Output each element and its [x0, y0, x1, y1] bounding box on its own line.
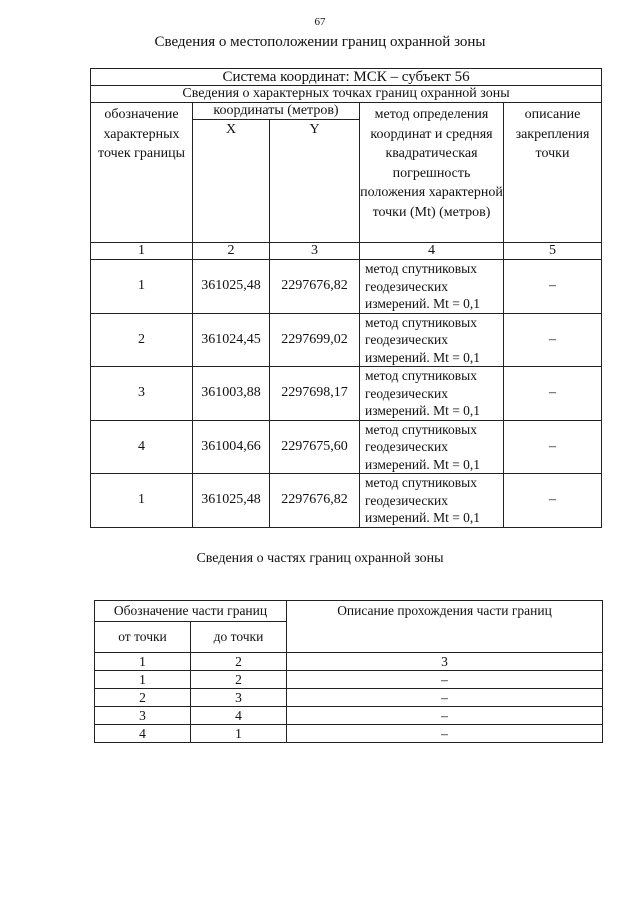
description-cell: –	[504, 474, 602, 528]
table-row	[91, 260, 602, 314]
y-cell: 2297676,82	[270, 260, 360, 314]
header-point-designation: обозначение характерных точек границы	[91, 103, 193, 243]
column-number: 2	[191, 653, 287, 671]
column-number: 3	[287, 653, 603, 671]
column-number: 3	[270, 243, 360, 260]
coordinate-system: Система координат: МСК – субъект 56	[91, 69, 602, 86]
description-cell: –	[504, 313, 602, 367]
to-point-cell: 3	[191, 689, 287, 707]
method-cell: метод спутниковых геодезических измерений. Mt = 0,1	[360, 367, 504, 421]
description-cell: –	[504, 420, 602, 474]
header-part-designation: Обозначение части границ	[95, 601, 287, 622]
description-cell: –	[504, 367, 602, 421]
y-cell: 2297698,17	[270, 367, 360, 421]
from-point-cell: 4	[95, 725, 191, 743]
column-number: 1	[91, 243, 193, 260]
table-row	[95, 725, 603, 743]
header-method: метод определения координат и средняя квадратическая погрешность положения характерной точки (Mt) (метров)	[360, 103, 504, 243]
method-cell: метод спутниковых геодезических измерений. Mt = 0,1	[360, 260, 504, 314]
x-cell: 361004,66	[193, 420, 270, 474]
method-cell: метод спутниковых геодезических измерений. Mt = 0,1	[360, 420, 504, 474]
point-cell: 2	[91, 313, 193, 367]
point-cell: 1	[91, 260, 193, 314]
to-point-cell: 2	[191, 671, 287, 689]
description-cell: –	[504, 260, 602, 314]
y-cell: 2297699,02	[270, 313, 360, 367]
part-description-cell: –	[287, 689, 603, 707]
boundary-parts-table	[94, 600, 603, 743]
from-point-cell: 3	[95, 707, 191, 725]
y-cell: 2297676,82	[270, 474, 360, 528]
table-row	[91, 420, 602, 474]
header-x: X	[193, 120, 270, 243]
part-description-cell: –	[287, 671, 603, 689]
y-cell: 2297675,60	[270, 420, 360, 474]
point-cell: 1	[91, 474, 193, 528]
header-description: описание закрепления точки	[504, 103, 602, 243]
column-number: 1	[95, 653, 191, 671]
table-row	[95, 671, 603, 689]
x-cell: 361025,48	[193, 260, 270, 314]
header-y: Y	[270, 120, 360, 243]
header-coordinates: координаты (метров)	[193, 103, 360, 120]
x-cell: 361025,48	[193, 474, 270, 528]
table-subtitle: Сведения о характерных точках границ охранной зоны	[91, 86, 602, 103]
part-description-cell: –	[287, 725, 603, 743]
section-title-location: Сведения о местоположении границ охранной зоны	[154, 34, 486, 50]
part-description-cell: –	[287, 707, 603, 725]
header-part-description: Описание прохождения части границ	[287, 601, 603, 653]
section-title-parts: Сведения о частях границ охранной зоны	[196, 551, 444, 566]
method-cell: метод спутниковых геодезических измерений. Mt = 0,1	[360, 313, 504, 367]
table-row	[91, 367, 602, 421]
point-cell: 3	[91, 367, 193, 421]
table-row	[95, 689, 603, 707]
table-row	[95, 707, 603, 725]
header-from-point: от точки	[95, 622, 191, 653]
header-to-point: до точки	[191, 622, 287, 653]
column-number: 4	[360, 243, 504, 260]
column-number: 2	[193, 243, 270, 260]
page-number: 67	[314, 16, 326, 28]
to-point-cell: 1	[191, 725, 287, 743]
table-row	[91, 474, 602, 528]
to-point-cell: 4	[191, 707, 287, 725]
from-point-cell: 1	[95, 671, 191, 689]
method-cell: метод спутниковых геодезических измерений. Mt = 0,1	[360, 474, 504, 528]
column-number: 5	[504, 243, 602, 260]
x-cell: 361003,88	[193, 367, 270, 421]
table-row	[91, 313, 602, 367]
point-cell: 4	[91, 420, 193, 474]
characteristic-points-table	[90, 68, 602, 528]
from-point-cell: 2	[95, 689, 191, 707]
x-cell: 361024,45	[193, 313, 270, 367]
